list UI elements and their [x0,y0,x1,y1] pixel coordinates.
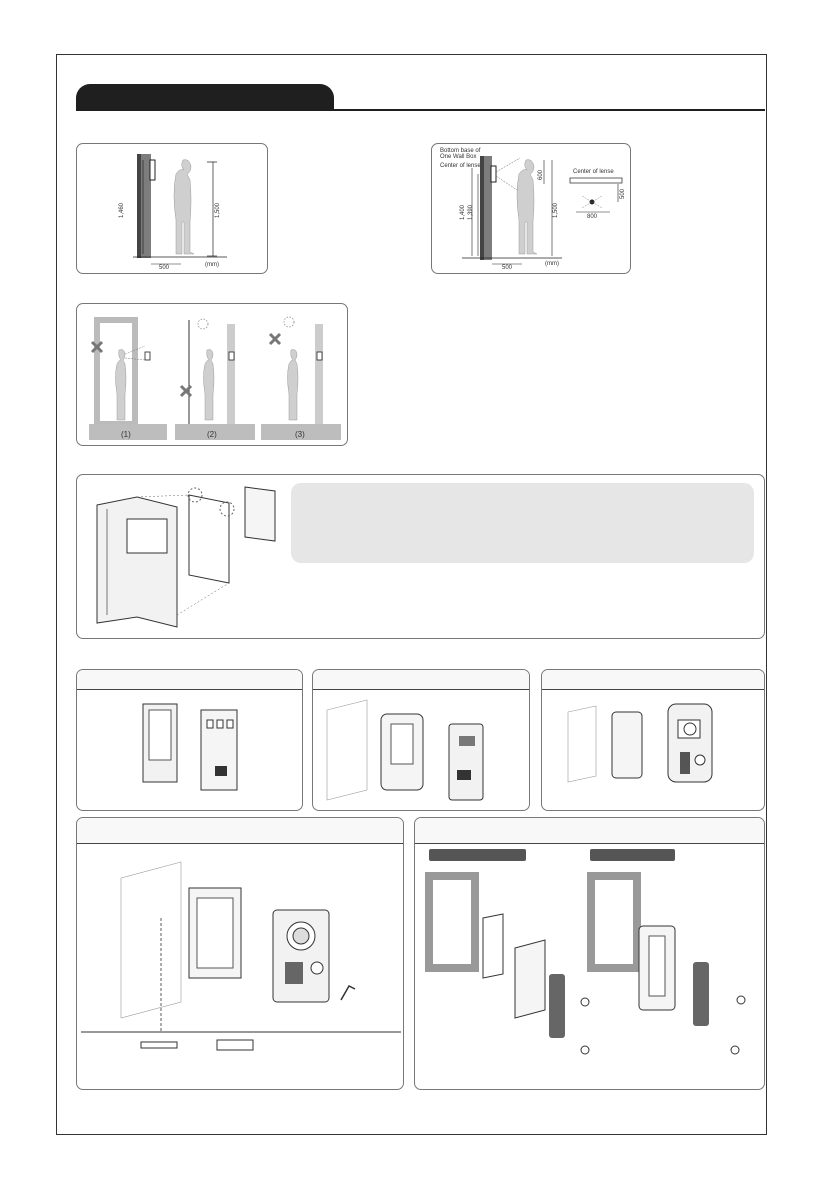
inset-500-label: 500 [620,188,626,199]
monitor-mounting-illustration [77,475,297,639]
inset-800-label: 800 [587,214,598,220]
bottom-base-label: Bottom base of [440,148,481,154]
monitor-height-illustration [77,144,268,274]
location-examples-illustration [77,304,348,446]
unit-label: (mm) [545,261,559,267]
dim-600-label: 600 [538,169,544,180]
bottom-base-label-2: One Wall Box [440,154,477,160]
door-station-5-illustration [415,818,765,1090]
door-station-3-illustration [542,670,765,811]
dim-1500-label: 1,500 [553,202,559,218]
dim-1460-label: 1,460 [119,202,125,218]
dim-1390-label: 1,390 [468,204,474,220]
door-station-panel-1 [76,669,303,811]
example-caption-2: (2) [207,430,217,439]
center-lens-label: Center of lense [440,163,481,169]
section-header-tab [76,84,334,110]
location-examples-figure [76,303,348,446]
section-header-rule [76,109,765,111]
door-station-1-illustration [77,670,303,811]
dim-500-label: 500 [159,265,170,271]
example-caption-1: (1) [121,430,131,439]
door-station-panel-2 [312,669,530,811]
dim-1500-label: 1,500 [215,202,221,218]
door-station-height-figure [431,143,631,274]
door-station-panel-5 [414,817,765,1090]
door-station-4-illustration [77,818,404,1090]
example-caption-3: (3) [295,430,305,439]
unit-label: (mm) [205,262,219,268]
dim-500-label: 500 [502,265,513,271]
door-station-panel-3 [541,669,765,811]
door-station-panel-4 [76,817,404,1090]
dim-1400-label: 1,400 [460,204,466,220]
monitor-height-figure [76,143,268,274]
inset-center-lens-label: Center of lense [573,169,614,175]
note-box [291,483,754,563]
door-station-2-illustration [313,670,530,811]
